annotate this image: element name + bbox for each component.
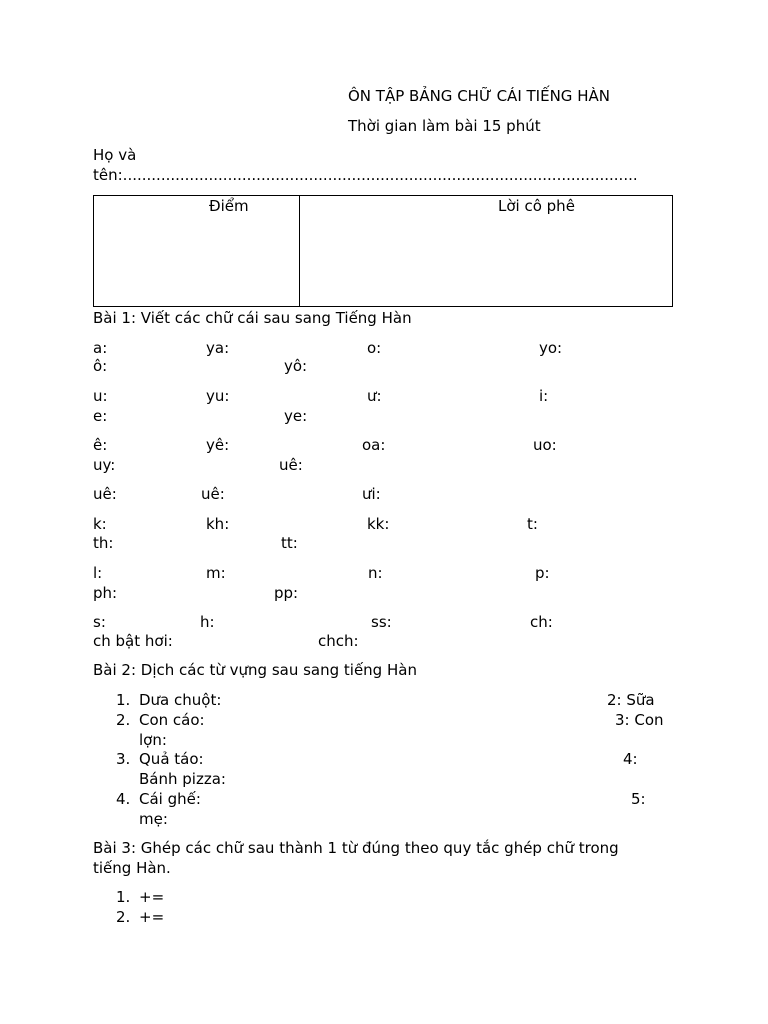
ex1-cell: o:: [367, 339, 382, 357]
ex1-cell: k:: [93, 515, 107, 533]
list-item-number: 1.: [116, 888, 131, 906]
ex1-cell: ưi:: [362, 485, 381, 503]
ex1-cell: h:: [200, 613, 215, 631]
ex1-cell: kk:: [367, 515, 390, 533]
list-item: +=: [139, 908, 165, 926]
name-dotted-line: tên:............................................................................................................: [93, 166, 638, 184]
ex1-cell: n:: [368, 564, 383, 582]
ex1-cell: s:: [93, 613, 106, 631]
ex1-cell: e:: [93, 407, 108, 425]
ex1-cell: a:: [93, 339, 108, 357]
ex1-cell: yê:: [206, 436, 230, 454]
ex1-cell: uê:: [279, 456, 303, 474]
ex1-cell: tt:: [281, 534, 298, 552]
list-item-right: 3: Con: [615, 711, 664, 729]
ex1-cell: p:: [535, 564, 550, 582]
ex1-cell: ch:: [530, 613, 553, 631]
list-item-right: 2: Sữa: [607, 691, 655, 709]
list-item-number: 2.: [116, 711, 131, 729]
list-item-continuation: Bánh pizza:: [139, 770, 226, 788]
ex1-cell: ch bật hơi:: [93, 632, 173, 650]
ex1-cell: uy:: [93, 456, 116, 474]
list-item-continuation: lợn:: [139, 731, 167, 749]
ex1-cell: ô:: [93, 357, 108, 375]
list-item: Quả táo:: [139, 750, 204, 768]
list-item: Cái ghế:: [139, 790, 201, 808]
ex1-cell: oa:: [362, 436, 386, 454]
exercise-3-title-cont: tiếng Hàn.: [93, 859, 171, 877]
list-item-number: 3.: [116, 750, 131, 768]
ex1-cell: chch:: [318, 632, 359, 650]
ex1-cell: ss:: [371, 613, 392, 631]
list-item-right: 5:: [631, 790, 646, 808]
list-item-right: 4:: [623, 750, 638, 768]
ex1-cell: l:: [93, 564, 103, 582]
ex1-cell: ê:: [93, 436, 108, 454]
ex1-cell: m:: [206, 564, 226, 582]
exercise-1-title: Bài 1: Viết các chữ cái sau sang Tiếng Hàn: [93, 309, 412, 327]
list-item-continuation: mẹ:: [139, 810, 168, 828]
name-label: Họ và: [93, 146, 137, 164]
ex1-cell: uê:: [201, 485, 225, 503]
ex1-cell: u:: [93, 387, 108, 405]
comment-label: Lời cô phê: [498, 197, 575, 215]
ex1-cell: kh:: [206, 515, 230, 533]
score-label: Điểm: [209, 197, 249, 215]
ex1-cell: yo:: [539, 339, 563, 357]
grade-table-divider: [299, 196, 300, 306]
list-item-number: 2.: [116, 908, 131, 926]
page-subtitle: Thời gian làm bài 15 phút: [348, 117, 541, 135]
ex1-cell: ư:: [367, 387, 382, 405]
ex1-cell: uo:: [533, 436, 557, 454]
ex1-cell: th:: [93, 534, 114, 552]
ex1-cell: ye:: [284, 407, 308, 425]
list-item-number: 4.: [116, 790, 131, 808]
grade-table: [93, 195, 673, 307]
ex1-cell: i:: [539, 387, 549, 405]
exercise-3-title: Bài 3: Ghép các chữ sau thành 1 từ đúng theo quy tắc ghép chữ trong: [93, 839, 619, 857]
list-item: +=: [139, 888, 165, 906]
ex1-cell: ya:: [206, 339, 230, 357]
list-item-number: 1.: [116, 691, 131, 709]
list-item: Con cáo:: [139, 711, 205, 729]
ex1-cell: yô:: [284, 357, 308, 375]
page-title: ÔN TẬP BẢNG CHỮ CÁI TIẾNG HÀN: [348, 87, 610, 105]
ex1-cell: uê:: [93, 485, 117, 503]
ex1-cell: yu:: [206, 387, 230, 405]
exercise-2-title: Bài 2: Dịch các từ vựng sau sang tiếng Hàn: [93, 661, 417, 679]
list-item: Dưa chuột:: [139, 691, 222, 709]
ex1-cell: t:: [527, 515, 538, 533]
ex1-cell: pp:: [274, 584, 299, 602]
ex1-cell: ph:: [93, 584, 118, 602]
